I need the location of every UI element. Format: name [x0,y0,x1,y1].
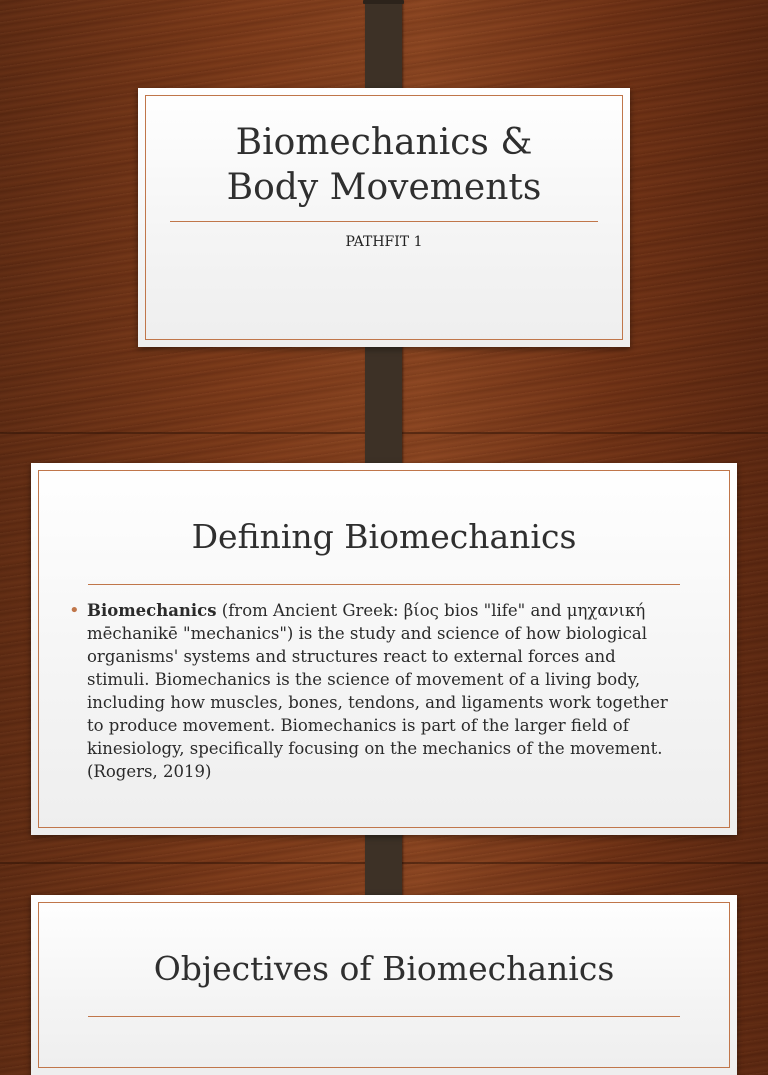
objectives-slide[interactable] [31,895,737,1075]
slide-title [138,120,630,210]
title-line-2: Body Movements [226,167,542,208]
title-slide[interactable] [138,88,630,347]
heading-divider [88,1016,680,1017]
slide-heading: Objectives of Biomechanics [153,949,615,988]
slide-subtitle: PATHFIT 1 [345,234,423,250]
title-line-1: Biomechanics & [235,122,533,163]
slide-heading: Defining Biomechanics [191,517,577,556]
title-divider [170,221,598,222]
heading-divider [88,584,680,585]
bullet-icon: • [69,600,80,621]
definition-term: Biomechanics [87,601,217,620]
definition-bullet [69,599,677,783]
defining-biomechanics-slide[interactable] [31,463,737,835]
hanging-strap [365,329,402,480]
definition-text [87,601,668,781]
definition-body: (from Ancient Greek: βίος bios "life" and μηχανική mēchanikē "mechanics") is the study and science of how biological organisms' systems and structures react to external forces and stimuli. Biomechanics is the science of movement of a living body, including how muscles, bones, tendons, and ligaments work together to produce movement. Biomechanics is part of the larger field of kinesiology, specifically focusing on the mechanics of the movement. (Rogers, 2019) [87,601,668,781]
